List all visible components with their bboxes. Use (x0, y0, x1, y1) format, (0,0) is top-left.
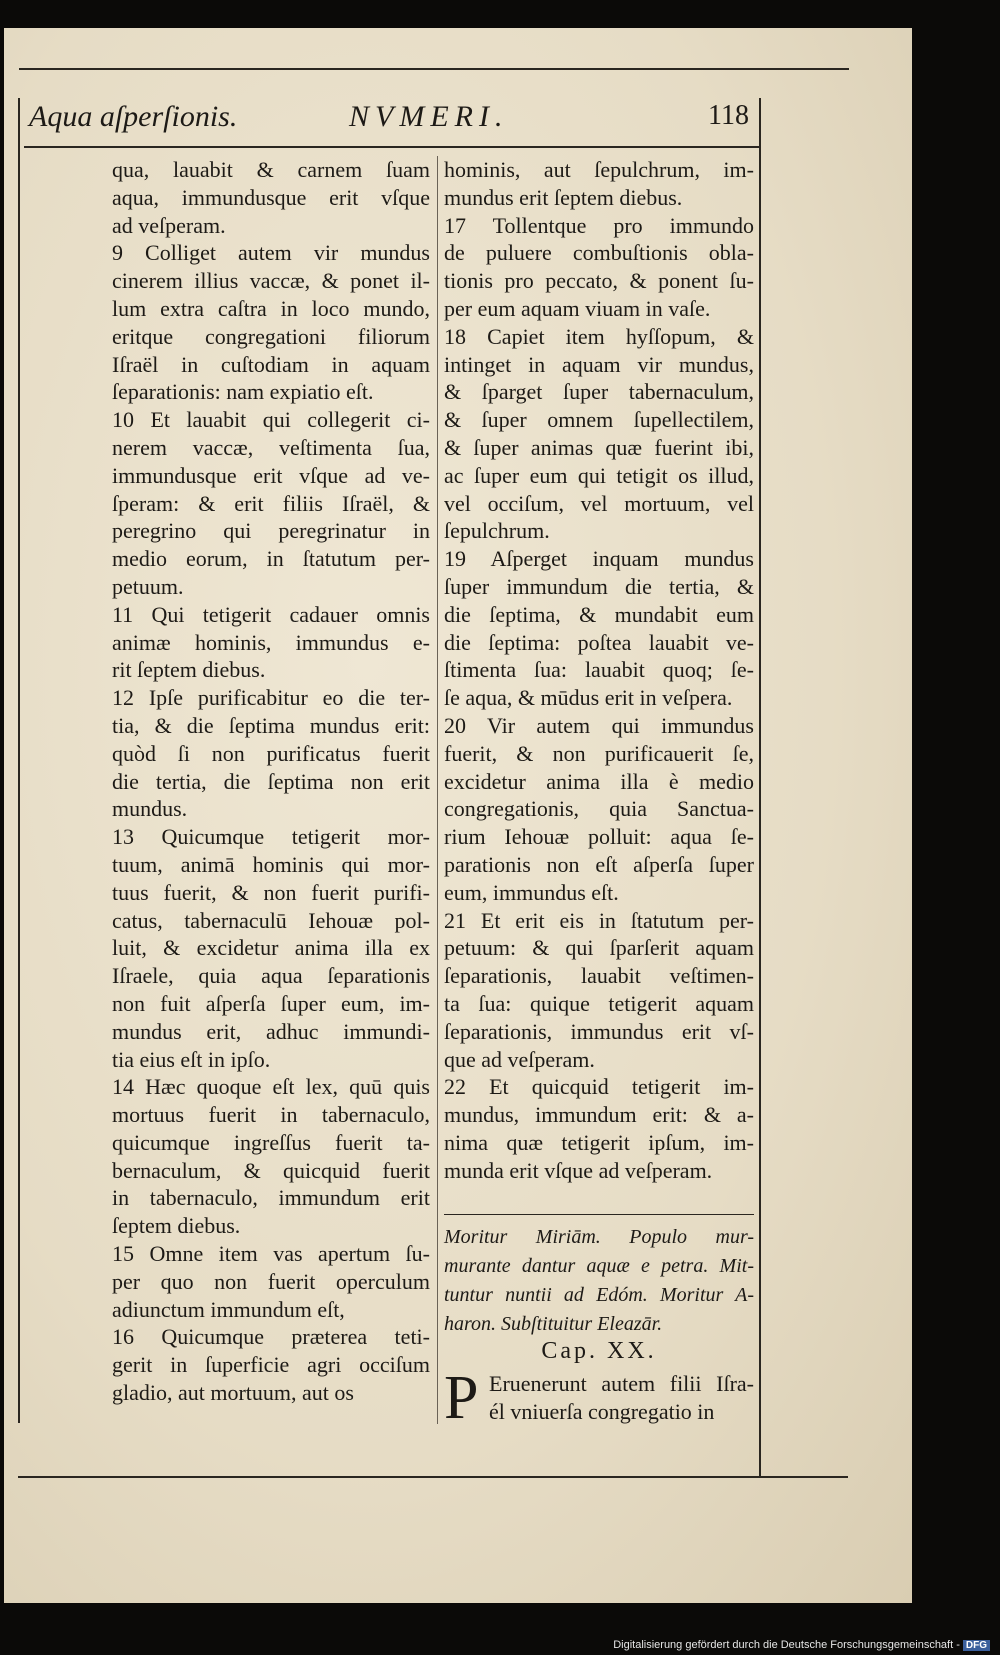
text-line: munda erit vſque ad veſperam. (444, 1157, 713, 1183)
text-line: gladio, aut mortuum, aut os (112, 1380, 354, 1406)
text-line: petuum: & qui ſparſerit aquam (444, 935, 754, 961)
text-line: qua, lauabit & carnem ſuam (112, 157, 430, 182)
text-line: lum extra caſtra in loco mundo, (112, 295, 430, 321)
text-line: ſeparationis, immundus erit vſ- (444, 1018, 754, 1044)
running-header (29, 100, 749, 140)
text-line: de puluere combuſtionis obla- (444, 240, 754, 266)
text-line: catus, tabernaculū Iehouæ pol- (112, 907, 430, 933)
text-line: 18 Capiet item hyſſopum, & (444, 323, 754, 349)
text-line: 15 Omne item vas apertum ſu- (112, 1241, 430, 1267)
bottom-rule (18, 1476, 848, 1478)
text-line: vel occiſum, vel mortuum, vel (444, 490, 754, 516)
text-line: in tabernaculo, immundum erit (112, 1185, 430, 1211)
right-border-rule (759, 98, 761, 1478)
text-line: mundus erit ſeptem diebus. (444, 184, 683, 210)
text-line: tia, & die ſeptima mundus erit: (112, 712, 430, 738)
text-line: & ſparget ſuper tabernaculum, (444, 379, 754, 405)
text-line: nima quæ tetigerit ipſum, im- (444, 1129, 754, 1155)
page-number: 118 (708, 100, 749, 131)
chapter-opening-text (489, 1370, 754, 1426)
text-line: 12 Ipſe purificabitur eo die ter- (112, 685, 430, 711)
text-line: & ſuper animas quæ fuerint ibi, (444, 434, 754, 460)
summary-line: murante dantur aquæ e petra. Mit- (444, 1255, 754, 1277)
text-line: immundusque erit vſque ad ve- (112, 462, 430, 488)
text-line: per quo non fuerit operculum (112, 1268, 430, 1294)
book-page (4, 28, 912, 1603)
text-line: 10 Et lauabit qui collegerit ci- (112, 407, 430, 433)
text-line: rium Iehouæ polluit: aqua ſe- (444, 824, 754, 850)
text-line: luit, & excidetur anima illa ex (112, 935, 430, 961)
summary-line: haron. Subſtituitur Eleazār. (444, 1313, 663, 1335)
text-line: die ſeptima, & mundabit eum (444, 601, 754, 627)
left-text-column (112, 156, 430, 1407)
left-border-rule (18, 98, 20, 1423)
text-line: 14 Hæc quoque eſt lex, quū quis (112, 1074, 430, 1100)
text-line: 13 Quicumque tetigerit mor- (112, 824, 430, 850)
text-line: que ad veſperam. (444, 1046, 595, 1072)
text-line: per eum aquam viuam in vaſe. (444, 295, 711, 321)
summary-rule (444, 1214, 754, 1215)
text-line: 9 Colliget autem vir mundus (112, 240, 430, 266)
digitization-credit (613, 1639, 990, 1651)
dfg-logo: DFG (963, 1640, 990, 1651)
text-line: quicumque ingreſſus fuerit ta- (112, 1129, 430, 1155)
chapter-heading: Cap. XX. (541, 1338, 657, 1364)
text-line: mundus erit, adhuc immundi- (112, 1018, 430, 1044)
text-line: ſe aqua, & mūdus erit in veſpera. (444, 685, 733, 711)
summary-line: tuntur nuntii ad Edóm. Moritur A- (444, 1284, 754, 1306)
text-line: mundus. (112, 796, 188, 822)
text-line: gerit in ſuperficie agri occiſum (112, 1352, 430, 1378)
text-line: ſepulchrum. (444, 518, 550, 544)
text-line: eritque congregationi filiorum (112, 323, 430, 349)
text-line: 16 Quicumque præterea teti- (112, 1324, 430, 1350)
text-line: congregationis, quia Sanctua- (444, 796, 754, 822)
text-line: rit ſeptem diebus. (112, 657, 266, 683)
text-line: nerem vaccæ, veſtimenta ſua, (112, 434, 430, 460)
text-line: tuum, animā hominis qui mor- (112, 851, 430, 877)
text-line: eum, immundus eſt. (444, 879, 619, 905)
text-line: 11 Qui tetigerit cadauer omnis (112, 601, 430, 627)
text-line: intinget in aquam vir mundus, (444, 351, 754, 377)
text-line: 19 Aſperget inquam mundus (444, 546, 754, 572)
chapter-summary (444, 1223, 754, 1339)
column-divider (437, 156, 438, 1424)
text-line: quòd ſi non purificatus fuerit (112, 740, 430, 766)
chapter-text-line: él vniuerſa congregatio in (489, 1399, 715, 1424)
text-line: adiunctum immundum eſt, (112, 1296, 345, 1322)
text-line: petuum. (112, 573, 184, 599)
running-title: Aqua aſperſionis. (29, 100, 238, 133)
text-line: tuus fuerit, & non fuerit purifi- (112, 879, 430, 905)
drop-capital: P (444, 1364, 479, 1432)
text-line: ac ſuper eum qui tetigit os illud, (444, 462, 754, 488)
chapter-text-line: Eruenerunt autem filii Iſra- (489, 1371, 754, 1396)
text-line: die tertia, die ſeptima non erit (112, 768, 430, 794)
text-line: excidetur anima illa è medio (444, 768, 754, 794)
text-line: bernaculum, & quicquid fuerit (112, 1157, 430, 1183)
text-line: ſperam: & erit filiis Iſraël, & (112, 490, 430, 516)
book-title: NVMERI. (349, 100, 509, 133)
text-line: ſeparationis, lauabit veſtimen- (444, 963, 754, 989)
header-rule (24, 146, 759, 148)
summary-line: Moritur Miriām. Populo mur- (444, 1226, 754, 1248)
text-line: & ſuper omnem ſupellectilem, (444, 407, 754, 433)
text-line: ſtimenta ſua: lauabit quoq; ſe- (444, 657, 754, 683)
text-line: ſeparationis: nam expiatio eſt. (112, 379, 374, 405)
text-line: Iſraele, quia aqua ſeparationis (112, 963, 430, 989)
text-line: ſeptem diebus. (112, 1213, 241, 1239)
top-rule (19, 68, 849, 70)
text-line: mortuus fuerit in tabernaculo, (112, 1102, 430, 1128)
text-line: cinerem illius vaccæ, & ponet il- (112, 268, 430, 294)
text-line: peregrino qui peregrinatur in (112, 518, 430, 544)
text-line: fuerit, & non purificauerit ſe, (444, 740, 754, 766)
text-line: non fuit aſperſa ſuper eum, im- (112, 990, 430, 1016)
text-line: medio eorum, in ſtatutum per- (112, 546, 430, 572)
text-line: hominis, aut ſepulchrum, im- (444, 157, 754, 182)
text-line: 17 Tollentque pro immundo (444, 212, 754, 238)
text-line: ta ſua: quique tetigerit aquam (444, 990, 754, 1016)
text-line: Iſraël in cuſtodiam in aquam (112, 351, 430, 377)
text-line: ad veſperam. (112, 212, 226, 238)
credit-text: Digitalisierung gefördert durch die Deutsche Forschungsgemeinschaft - (613, 1639, 960, 1651)
text-line: ſuper immundum die tertia, & (444, 573, 754, 599)
text-line: die ſeptima: poſtea lauabit ve- (444, 629, 754, 655)
text-line: parationis non eſt aſperſa ſuper (444, 851, 754, 877)
text-line: tionis pro peccato, & ponent ſu- (444, 268, 754, 294)
text-line: tia eius eſt in ipſo. (112, 1046, 271, 1072)
text-line: animæ hominis, immundus e- (112, 629, 430, 655)
text-line: mundus, immundum erit: & a- (444, 1102, 754, 1128)
text-line: 20 Vir autem qui immundus (444, 712, 754, 738)
text-line: 22 Et quicquid tetigerit im- (444, 1074, 754, 1100)
text-line: aqua, immundusque erit vſque (112, 184, 430, 210)
text-line: 21 Et erit eis in ſtatutum per- (444, 907, 754, 933)
right-text-column (444, 156, 754, 1184)
